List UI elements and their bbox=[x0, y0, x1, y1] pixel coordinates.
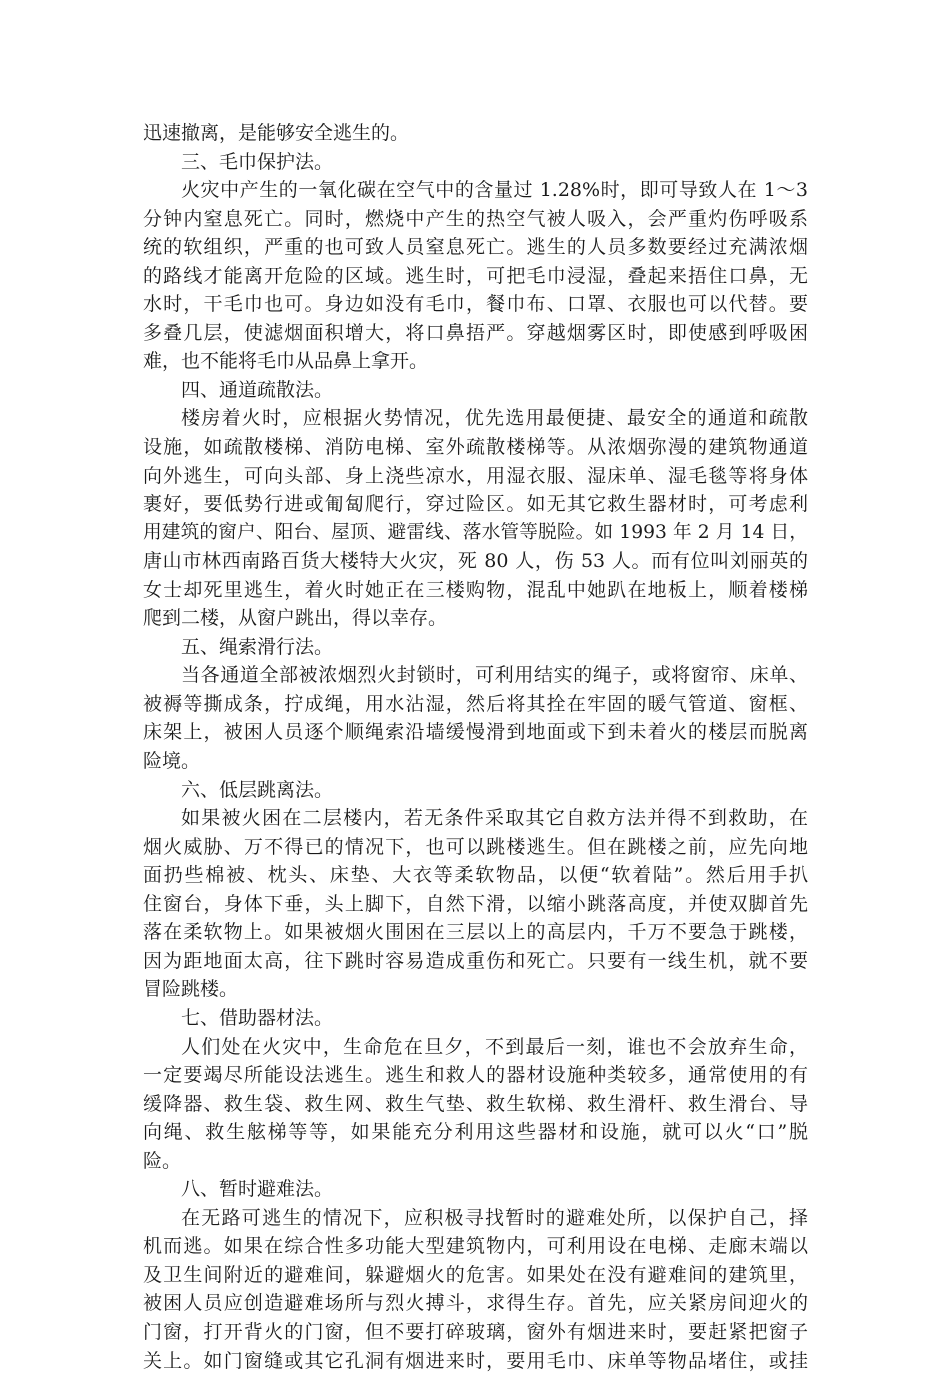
text-line: 及卫生间附近的避难间，躲避烟火的危害。如果处在没有避难间的建筑里， bbox=[143, 1263, 808, 1286]
text-line: 在无路可逃生的情况下，应积极寻找暂时的避难处所，以保护自己，择 bbox=[181, 1206, 808, 1229]
text-line: 楼房着火时，应根据火势情况，优先选用最便捷、最安全的通道和疏散 bbox=[181, 407, 808, 430]
text-line: 冒险跳楼。 bbox=[143, 978, 239, 1001]
text-line: 水时，干毛巾也可。身边如没有毛巾，餐巾布、口罩、衣服也可以代替。要 bbox=[143, 293, 808, 316]
text-line: 迅速撤离，是能够安全逃生的。 bbox=[143, 122, 410, 144]
text-line: 关上。如门窗缝或其它孔洞有烟进来时，要用毛巾、床单等物品堵住，或挂 bbox=[143, 1349, 808, 1372]
text-line: 统的软组织，严重的也可致人员窒息死亡。逃生的人员多数要经过充满浓烟 bbox=[143, 236, 808, 259]
section-heading: 八、暂时避难法。 bbox=[181, 1178, 334, 1201]
document-body bbox=[143, 119, 808, 1375]
text-line: 被困人员应创造避难场所与烈火搏斗，求得生存。首先，应关紧房间迎火的 bbox=[143, 1292, 808, 1315]
text-line: 面扔些棉被、枕头、床垫、大衣等柔软物品，以便“软着陆”。然后用手扒 bbox=[143, 864, 808, 887]
text-line: 分钟内窒息死亡。同时，燃烧中产生的热空气被人吸入，会严重灼伤呼吸系 bbox=[143, 207, 808, 230]
section-heading: 七、借助器材法。 bbox=[181, 1006, 334, 1029]
text-line: 如果被火困在二层楼内，若无条件采取其它自救方法并得不到救助，在 bbox=[181, 807, 808, 830]
section-heading: 五、绳索滑行法。 bbox=[181, 635, 334, 658]
section-heading: 六、低层跳离法。 bbox=[181, 778, 334, 801]
text-line: 落在柔软物上。如果被烟火围困在三层以上的高层内，千万不要急于跳楼， bbox=[143, 921, 808, 944]
text-line: 险。 bbox=[143, 1149, 182, 1172]
text-line: 火灾中产生的一氧化碳在空气中的含量过 1.28%时，即可导致人在 1～3 bbox=[181, 179, 808, 202]
text-line: 人们处在火灾中，生命危在旦夕，不到最后一刻，谁也不会放弃生命， bbox=[181, 1035, 808, 1058]
text-line: 唐山市林西南路百货大楼特大火灾，死 80 人，伤 53 人。而有位叫刘丽英的 bbox=[143, 550, 808, 573]
text-line: 难，也不能将毛巾从品鼻上拿开。 bbox=[143, 350, 429, 373]
text-line: 一定要竭尽所能设法逃生。逃生和救人的器材设施种类较多，通常使用的有 bbox=[143, 1064, 808, 1087]
section-heading: 三、毛巾保护法。 bbox=[181, 150, 334, 173]
text-line: 爬到二楼，从窗户跳出，得以幸存。 bbox=[143, 607, 448, 630]
text-line: 住窗台，身体下垂，头上脚下，自然下滑，以缩小跳落高度，并使双脚首先 bbox=[143, 892, 808, 915]
text-line: 女士却死里逃生，着火时她正在三楼购物，混乱中她趴在地板上，顺着楼梯 bbox=[143, 578, 808, 601]
text-line: 机而逃。如果在综合性多功能大型建筑物内，可利用设在电梯、走廊末端以 bbox=[143, 1235, 808, 1258]
text-line: 被褥等撕成条，拧成绳，用水沾湿，然后将其拴在牢固的暖气管道、窗框、 bbox=[143, 692, 808, 715]
text-line: 烟火威胁、万不得已的情况下，也可以跳楼逃生。但在跳楼之前，应先向地 bbox=[143, 835, 808, 858]
text-line: 向外逃生，可向头部、身上浇些凉水，用湿衣服、湿床单、湿毛毯等将身体 bbox=[143, 464, 808, 487]
text-line: 向绳、救生舷梯等等，如果能充分利用这些器材和设施，就可以火“口”脱 bbox=[143, 1121, 808, 1144]
text-line: 设施，如疏散楼梯、消防电梯、室外疏散楼梯等。从浓烟弥漫的建筑物通道 bbox=[143, 436, 808, 459]
text-line: 床架上，被困人员逐个顺绳索沿墙缓慢滑到地面或下到未着火的楼层而脱离 bbox=[143, 721, 808, 744]
text-line: 缓降器、救生袋、救生网、救生气垫、救生软梯、救生滑杆、救生滑台、导 bbox=[143, 1092, 808, 1115]
text-line: 险境。 bbox=[143, 750, 201, 773]
text-line: 裹好，要低势行进或匍匐爬行，穿过险区。如无其它救生器材时，可考虑利 bbox=[143, 493, 808, 516]
text-line: 用建筑的窗户、阳台、屋顶、避雷线、落水管等脱险。如 1993 年 2 月 14 日， bbox=[143, 521, 808, 543]
text-line: 的路线才能离开危险的区域。逃生时，可把毛巾浸湿，叠起来捂住口鼻，无 bbox=[143, 264, 808, 287]
text-line: 因为距地面太高，往下跳时容易造成重伤和死亡。只要有一线生机，就不要 bbox=[143, 949, 808, 972]
text-line: 当各通道全部被浓烟烈火封锁时，可利用结实的绳子，或将窗帘、床单、 bbox=[181, 664, 808, 687]
text-line: 多叠几层，使滤烟面积增大，将口鼻捂严。穿越烟雾区时，即使感到呼吸困 bbox=[143, 321, 808, 344]
section-heading: 四、通道疏散法。 bbox=[181, 378, 334, 401]
text-line: 门窗，打开背火的门窗，但不要打碎玻璃，窗外有烟进来时，要赶紧把窗子 bbox=[143, 1320, 808, 1343]
